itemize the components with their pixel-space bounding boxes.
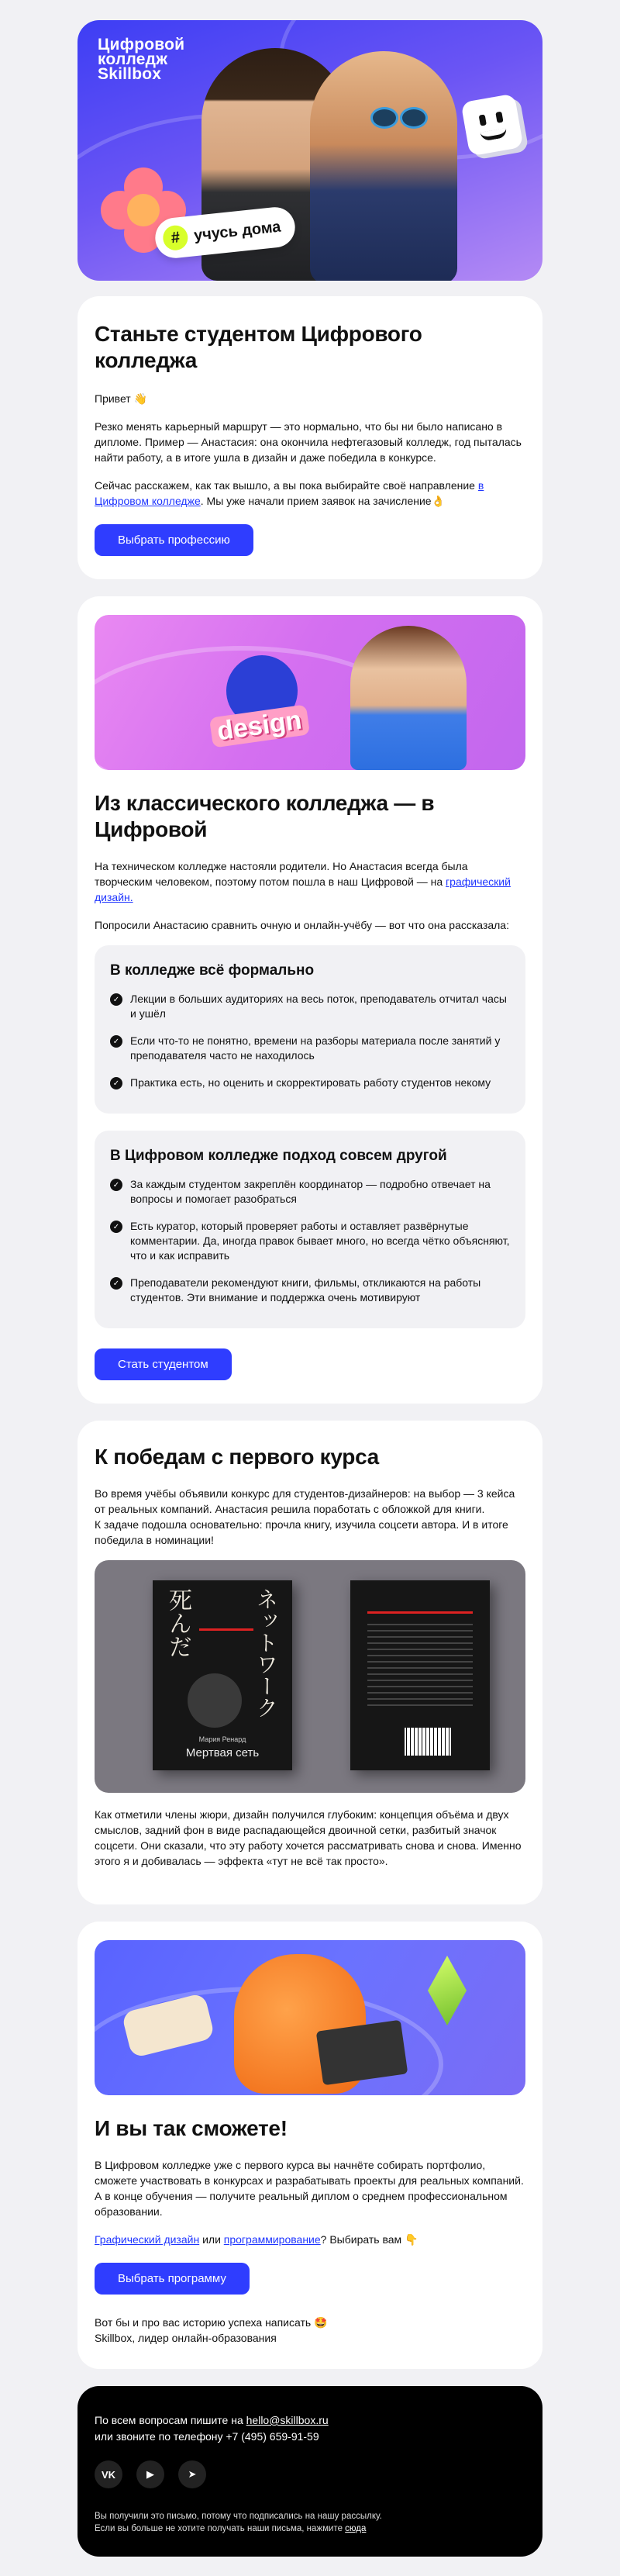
telegram-icon[interactable]: ➤ (178, 2460, 206, 2488)
digital-college-box (95, 1131, 525, 1328)
cta-title: И вы так сможете! (95, 2116, 288, 2140)
book-back (350, 1580, 490, 1770)
check-icon: ✓ (110, 1035, 122, 1048)
check-icon: ✓ (110, 1277, 122, 1290)
compare-paragraph: На техническом колледже настояли родители. Но Анастасия всегда была творческим человеком, поэтому потом пошла в наш Цифровой — на графический дизайн. (95, 860, 511, 903)
design-banner (95, 615, 525, 770)
check-icon: ✓ (110, 1077, 122, 1089)
intro-paragraph: Резко менять карьерный маршрут — это нормально, что бы ни было написано в дипломе. Пример — Анастасия: она окончила нефтегазовый колледж, год пыталась найти работу, а в итоге ушла в дизайн и даже победила в конкурсе. (95, 420, 522, 464)
unsubscribe-text: Вы получили это письмо, потому что подписались на нашу рассылку. Если вы больше не хотите получать наши письма, нажмите сюда (95, 2512, 382, 2533)
choose-profession-button[interactable]: Выбрать профессию (95, 524, 253, 556)
red-line (199, 1628, 253, 1631)
unsubscribe-link[interactable]: сюда (345, 2524, 367, 2533)
graphic-design-link[interactable]: Графический дизайн (95, 2233, 200, 2246)
compare-paragraph-2: Попросили Анастасию сравнить очную и онлайн-учёбу — вот что она рассказала: (95, 919, 509, 931)
signature: Вот бы и про вас историю успеха написать 🤩 Skillbox, лидер онлайн-образования (95, 2316, 328, 2344)
mascot-banner (95, 1940, 525, 2095)
design-sticker: design (209, 704, 310, 748)
check-icon: ✓ (110, 1179, 122, 1191)
back-cover-text (367, 1624, 473, 1709)
check-icon: ✓ (110, 1221, 122, 1233)
book-cover-image (95, 1560, 525, 1793)
college-link[interactable]: в Цифровом колледже (95, 479, 484, 507)
book-author: Мария Ренард (198, 1735, 246, 1743)
student-girl-photo (310, 51, 457, 281)
hashtag-icon: # (162, 224, 189, 251)
check-icon: ✓ (110, 993, 122, 1006)
compare-title: Из классического колледжа — в Цифровой (95, 791, 435, 841)
intro-title: Станьте студентом Цифрового колледжа (95, 322, 422, 372)
red-line (367, 1611, 473, 1614)
smiley-cube-icon (460, 93, 523, 156)
choose-program-button[interactable]: Выбрать программу (95, 2263, 250, 2295)
cta-paragraph: В Цифровом колледже уже с первого курса вы начнёте собирать портфолио, сможете участвовать в конкурсах и разрабатывать проекты для реальных компаний. А в конце обучения — получите реальный диплом о среднем профессиональном образовании. (95, 2159, 524, 2218)
social-links (95, 2460, 525, 2488)
study-home-badge: # учусь дома (153, 205, 297, 261)
cta-links: Графический дизайн или программирование? Выбирать вам 👇 (95, 2233, 418, 2246)
book-japanese-vertical: ネットワーク (253, 1588, 279, 1718)
list-item: ✓ Лекции в больших аудиториях на весь поток, преподаватель отчитал часы и ушёл (110, 992, 510, 1021)
programming-link[interactable]: программирование (223, 2233, 321, 2246)
classic-college-box (95, 945, 525, 1114)
list-item: ✓ Есть куратор, который проверяет работы и оставляет развёрнутые комментарии. Да, иногда правок бывает много, но всегда чётко объясняют, что и как исправить (110, 1219, 510, 1263)
list-item: ✓ Практика есть, но оценить и скорректировать работу студентов некому (110, 1076, 510, 1090)
list-item: ✓ Если что-то не понятно, времени на разборы материала после занятий у преподавателя часто не находилось (110, 1034, 510, 1063)
list-item: ✓ Преподаватели рекомендуют книги, фильмы, откликаются на работы студентов. Эти внимание и поддержка очень мотивируют (110, 1276, 510, 1305)
sunglasses (370, 107, 432, 130)
intro-paragraph-2: Сейчас расскажем, как так вышло, а вы пока выбирайте своё направление в Цифровом колледже. Мы уже начали прием заявок на зачисление👌 (95, 479, 484, 507)
intro-card (78, 296, 542, 579)
box-title: В колледже всё формально (110, 962, 315, 979)
victory-paragraph: Во время учёбы объявили конкурс для студентов-дизайнеров: на выбор — 3 кейса от реальных компаний. Анастасия решила поработать с обложкой для книги. К задаче подошла основательно: прочла книгу, изучила соцсети автора. И в итоге победила в номинации! (95, 1487, 515, 1546)
footer (78, 2386, 542, 2557)
become-student-button[interactable]: Стать студентом (95, 1348, 232, 1380)
victory-title: К победам с первого курса (95, 1445, 379, 1469)
list-item: ✓ За каждым студентом закреплён координатор — подробно отвечает на вопросы и помогает разобраться (110, 1177, 510, 1207)
vk-icon[interactable]: VK (95, 2460, 122, 2488)
college-logo: Цифровой колледж Skillbox (98, 36, 185, 83)
email-link[interactable]: hello@skillbox.ru (246, 2414, 329, 2426)
student-photo (350, 626, 467, 770)
crystal-icon (428, 1956, 467, 2025)
graphic-design-link[interactable]: графический дизайн. (95, 875, 511, 903)
hero-banner (78, 20, 542, 281)
book-japanese-left: 死んだ (164, 1588, 191, 1658)
barcode-icon (405, 1728, 451, 1756)
compare-card (78, 596, 542, 1404)
victory-paragraph-2: Как отметили члены жюри, дизайн получился глубоким: концепция объёма и двух смыслов, задний фон в виде распадающейся двоичной сетки, разбитый значок соцсети. Они сказали, что эту работу хочется рассматривать снова и снова. Именно этого я и добивалась — эффекта «тут не всё так просто». (95, 1808, 522, 1867)
author-portrait (188, 1673, 242, 1728)
contact-info: По всем вопросам пишите на hello@skillbox.ru или звоните по телефону +7 (495) 659-91-59 (95, 2414, 329, 2443)
email-container (78, 0, 542, 2557)
book-front (153, 1580, 292, 1770)
book-title: Мертвая сеть (185, 1746, 260, 1759)
greeting: Привет 👋 (95, 392, 148, 405)
victory-card (78, 1421, 542, 1904)
box-title: В Цифровом колледже подход совсем другой (110, 1148, 447, 1164)
cta-card (78, 1922, 542, 2369)
youtube-icon[interactable]: ▶ (136, 2460, 164, 2488)
